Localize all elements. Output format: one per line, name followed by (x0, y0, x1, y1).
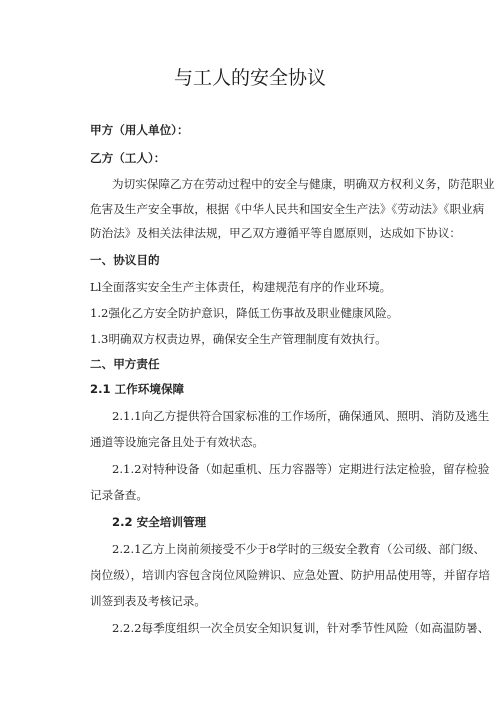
para-2-2-2-line-1: 2.2.2每季度组织一次全员安全知识复训，针对季节性风险（如高温防暑、 (112, 621, 490, 635)
document-title: 与工人的安全协议 (173, 67, 326, 89)
party-b-label: 乙方（工人）： (90, 151, 166, 165)
intro-line-1: 为切实保障乙方在劳动过程中的安全与健康，明确双方权利义务，防范职业 (112, 177, 495, 191)
subsection-2-2-heading: 2.2 安全培训管理 (112, 515, 207, 529)
section-1-item-1: Ll全面落实安全生产主体责任，构建规范有序的作业环境。 (90, 280, 392, 294)
para-2-1-2-line-2: 记录备查。 (90, 488, 148, 502)
para-2-2-1-line-3: 训签到表及考核记录。 (90, 594, 206, 608)
section-2-heading: 二、甲方责任 (90, 357, 160, 371)
para-2-1-1-line-1: 2.1.1向乙方提供符合国家标准的工作场所，确保通风、照明、消防及逃生 (112, 409, 490, 423)
para-2-1-2-line-1: 2.1.2对特种设备（如起重机、压力容器等）定期进行法定检验，留存检验 (112, 462, 490, 476)
party-a-label: 甲方（用人单位）： (90, 123, 189, 137)
section-1-heading: 一、协议目的 (90, 253, 160, 267)
intro-line-2: 危害及生产安全事故，根据《中华人民共和国安全生产法》《劳动法》《职业病 (90, 202, 485, 216)
para-2-1-1-line-2: 通道等设施完备且处于有效状态。 (90, 435, 264, 449)
section-1-item-3: 1.3明确双方权责边界，确保安全生产管理制度有效执行。 (90, 332, 387, 346)
para-2-2-1-line-2: 岗位级），培训内容包含岗位风险辨识、应急处置、防护用品使用等，并留存培 (90, 568, 490, 582)
subsection-2-1-heading: 2.1 工作环境保障 (90, 382, 185, 396)
para-2-2-1-line-1: 2.2.1乙方上岗前须接受不少于8学时的三级安全教育（公司级、部门级、 (112, 542, 486, 556)
section-1-item-2: 1.2强化乙方安全防护意识，降低工伤事故及职业健康风险。 (90, 306, 399, 320)
intro-line-3: 防治法》及相关法律法规，甲乙双方遵循平等自愿原则，达成如下协议： (90, 226, 462, 240)
